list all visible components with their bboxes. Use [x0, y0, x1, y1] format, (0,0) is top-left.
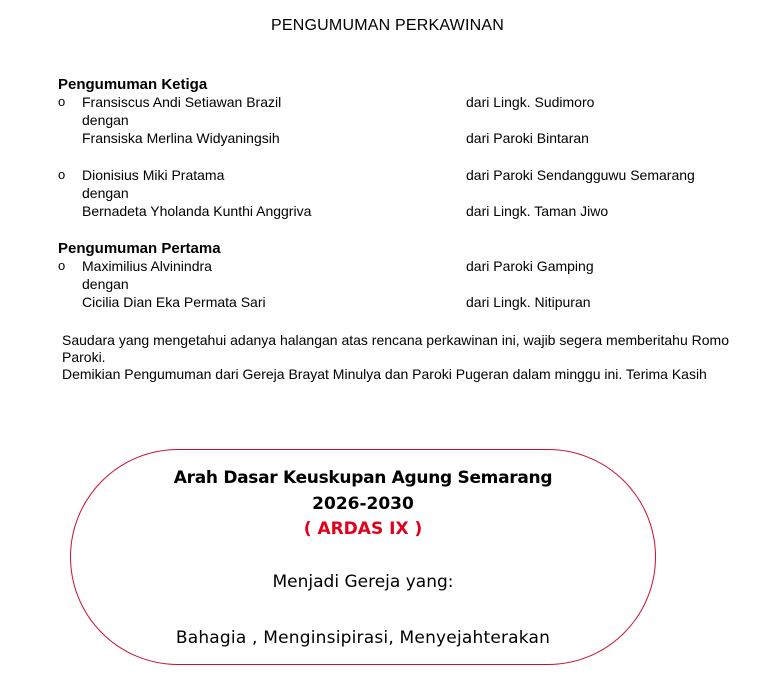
- bride-origin: dari Lingk. Nitipuran: [466, 294, 591, 310]
- bride-name: Cicilia Dian Eka Permata Sari: [82, 294, 266, 310]
- bride-line: [56, 129, 756, 147]
- ardas-heading: Arah Dasar Keuskupan Agung Semarang: [173, 468, 553, 488]
- groom-origin: dari Paroki Gamping: [466, 258, 594, 274]
- groom-origin: dari Lingk. Sudimoro: [466, 94, 595, 110]
- connector-text: dengan: [82, 276, 129, 292]
- bride-name: Fransiska Merlina Widyaningsih: [82, 130, 280, 146]
- bride-name: Bernadeta Yholanda Kunthi Anggriva: [82, 203, 312, 219]
- connector-line: [56, 184, 756, 202]
- connector-text: dengan: [82, 112, 129, 128]
- notice-text: [62, 332, 762, 383]
- connector-text: dengan: [82, 185, 129, 201]
- ardas-code: ( ARDAS IX ): [303, 519, 423, 539]
- page-title: PENGUMUMAN PERKAWINAN: [271, 17, 504, 34]
- section-pengumuman-pertama: [56, 240, 756, 311]
- groom-origin: dari Paroki Sendangguwu Semarang: [466, 167, 695, 183]
- ardas-values: Bahagia , Menginsipirasi, Menyejahterakan: [175, 628, 551, 648]
- connector-line: [56, 111, 756, 129]
- connector-line: [56, 275, 756, 293]
- bullet-icon: o: [58, 94, 66, 109]
- groom-name: Dionisius Miki Pratama: [82, 167, 225, 183]
- bullet-icon: o: [58, 258, 66, 273]
- notice-paragraph: Demikian Pengumuman dari Gereja Brayat Minulya dan Paroki Pugeran dalam minggu ini. Terima Kasih: [62, 366, 707, 382]
- section-pengumuman-ketiga: [56, 76, 756, 220]
- groom-name: Maximilius Alvinindra: [82, 258, 212, 274]
- groom-line: [56, 166, 756, 184]
- notice-paragraph: Saudara yang mengetahui adanya halangan atas rencana perkawinan ini, wajib segera memberitahu Romo Paroki.: [62, 332, 729, 365]
- bride-line: [56, 202, 756, 220]
- bullet-icon: o: [58, 167, 66, 182]
- ardas-years: 2026-2030: [312, 494, 414, 514]
- section-heading: Pengumuman Pertama: [58, 240, 221, 257]
- groom-name: Fransiscus Andi Setiawan Brazil: [82, 94, 282, 110]
- bride-origin: dari Lingk. Taman Jiwo: [466, 203, 609, 219]
- bride-origin: dari Paroki Bintaran: [466, 130, 589, 146]
- bride-line: [56, 293, 756, 311]
- groom-line: [56, 257, 756, 275]
- section-heading: Pengumuman Ketiga: [58, 76, 208, 93]
- groom-line: [56, 93, 756, 111]
- ardas-tagline: Menjadi Gereja yang:: [272, 572, 454, 592]
